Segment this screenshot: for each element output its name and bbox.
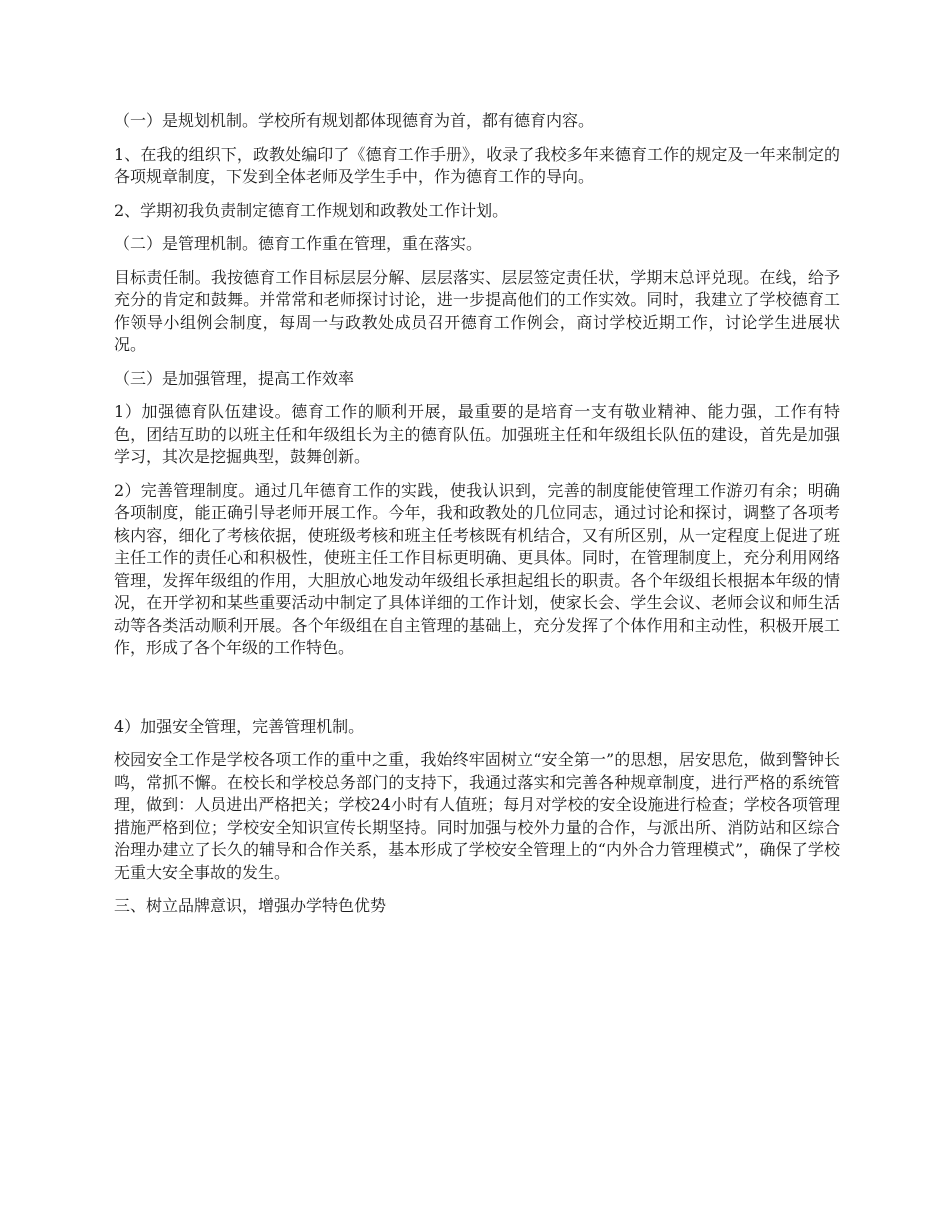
paragraph-team-building: 1）加强德育队伍建设。德育工作的顺利开展，最重要的是培育一支有敬业精神、能力强，工作有特色，团结互助的以班主任和年级组长为主的德育队伍。加强班主任和年级组长队伍的建设，首先是加强学习，其次是挖掘典型，鼓舞创新。 (114, 402, 840, 466)
document-page (114, 110, 840, 929)
blank-gap (114, 671, 840, 716)
section-heading-efficiency: （三）是加强管理，提高工作效率 (114, 368, 355, 388)
section-heading-planning: （一）是规划机制。学校所有规划都体现德育为首，都有德育内容。 (114, 111, 595, 130)
section-heading-brand: 三、树立品牌意识，增强办学特色优势 (114, 896, 387, 915)
paragraph-management-system: 2）完善管理制度。通过几年德育工作的实践，使我认识到，完善的制度能使管理工作游刃有余；明确各项制度，能正确引导老师开展工作。今年，我和政教处的几位同志，通过讨论和探讨，调整了各项考核内容，细化了考核依据，使班级考核和班主任考核既有机结合，又有所区别，从一定程度上促进了班主任工作的责任心和积极性，使班主任工作目标更明确、更具体。同时，在管理制度上，充分利用网络管理，发挥年级组的作用，大胆放心地发动年级组长承担起组长的职责。各个年级组长根据本年级的情况，在开学初和某些重要活动中制定了具体详细的工作计划，使家长会、学生会议、老师会议和师生活动等各类活动顺利开展。各个年级组在自主管理的基础上，充分发挥了个体作用和主动性，积极开展工作，形成了各个年级的工作特色。 (114, 480, 840, 657)
paragraph-campus-safety: 校园安全工作是学校各项工作的重中之重，我始终牢固树立“安全第一”的思想，居安思危，做到警钟长鸣，常抓不懈。在校长和学校总务部门的支持下，我通过落实和完善各种规章制度，进行严格的系统管理，做到：人员进出严格把关；学校24小时有人值班；每月对学校的安全设施进行检查；学校各项管理措施严格到位；学校安全知识宣传长期坚持。同时加强与校外力量的合作，与派出所、消防站和区综合治理办建立了长久的辅导和合作关系，基本形成了学校安全管理上的“内外合力管理模式”，确保了学校无重大安全事故的发生。 (114, 750, 840, 882)
section-heading-management: （二）是管理机制。德育工作重在管理，重在落实。 (114, 234, 483, 253)
paragraph-semester-plan: 2、学期初我负责制定德育工作规划和政教处工作计划。 (114, 200, 509, 220)
paragraph-responsibility: 目标责任制。我按德育工作目标层层分解、层层落实、层层签定责任状，学期末总评兑现。在线，给予充分的肯定和鼓舞。并常常和老师探讨讨论，进一步提高他们的工作实效。同时，我建立了学校德育工作领导小组例会制度，每周一与政教处成员召开德育工作例会，商讨学校近期工作，讨论学生进展状况。 (114, 267, 840, 354)
paragraph-handbook: 1、在我的组织下，政教处编印了《德育工作手册》，收录了我校多年来德育工作的规定及一年来制定的各项规章制度，下发到全体老师及学生手中，作为德育工作的导向。 (114, 144, 840, 186)
section-heading-safety: 4）加强安全管理，完善管理机制。 (114, 716, 365, 736)
